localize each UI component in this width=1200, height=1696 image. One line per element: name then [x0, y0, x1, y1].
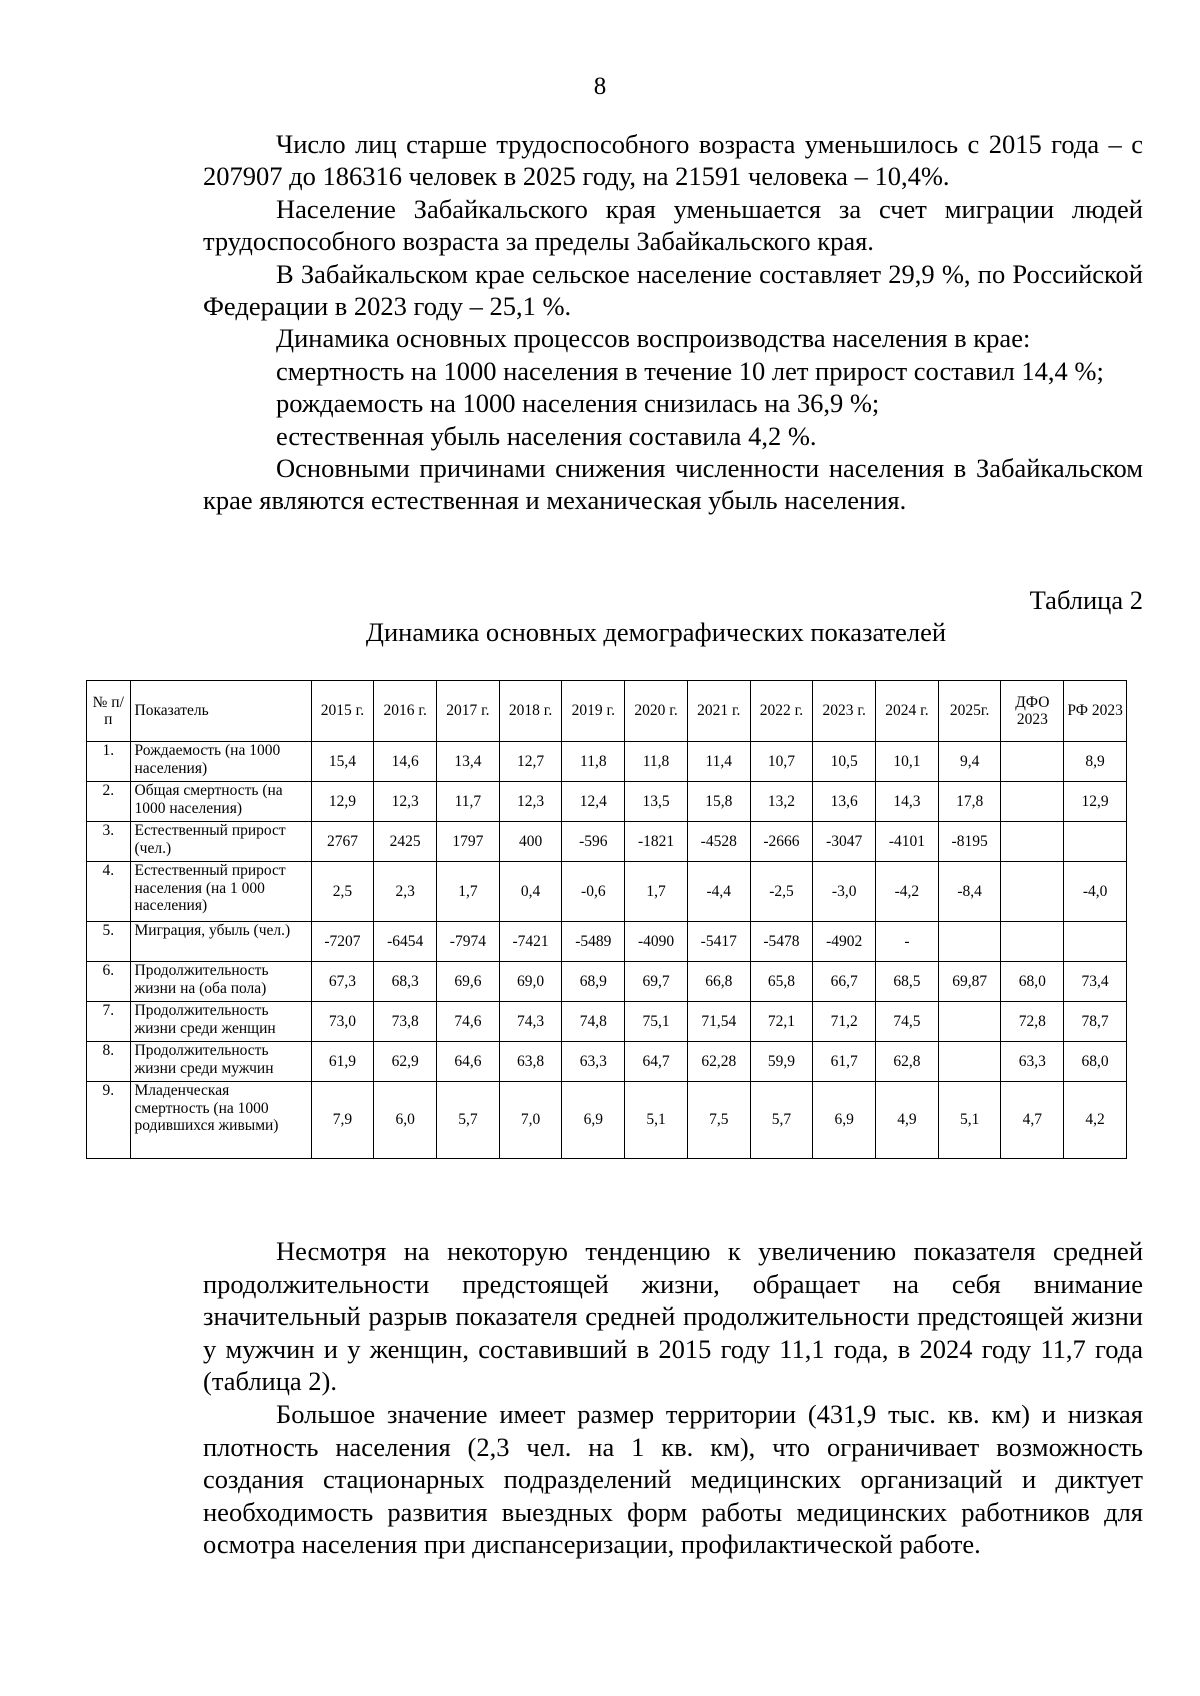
value-cell: 74,3 — [499, 1002, 562, 1042]
header-cell-rf: РФ 2023 — [1064, 681, 1127, 742]
value-cell: -7421 — [499, 922, 562, 962]
value-cell: -4,4 — [687, 862, 750, 922]
indicator-name-cell: Младенческая смертность (на 1000 родившихся живыми) — [130, 1082, 311, 1159]
value-cell: 63,3 — [562, 1042, 625, 1082]
header-cell-year: 2021 г. — [687, 681, 750, 742]
header-cell-dfo: ДФО 2023 — [1001, 681, 1064, 742]
value-cell: 63,3 — [1001, 1042, 1064, 1082]
value-cell: 68,9 — [562, 962, 625, 1002]
value-cell: 6,0 — [374, 1082, 437, 1159]
value-cell: 5,7 — [437, 1082, 500, 1159]
value-cell: 15,4 — [311, 742, 374, 782]
paragraph: естественная убыль населения составила 4,2 %. — [276, 420, 817, 451]
value-cell: -4090 — [625, 922, 688, 962]
value-cell: 73,0 — [311, 1002, 374, 1042]
table-row — [87, 862, 1127, 922]
value-cell: 17,8 — [938, 782, 1001, 822]
value-cell: -1821 — [625, 822, 688, 862]
value-cell: 14,6 — [374, 742, 437, 782]
value-cell: 15,8 — [687, 782, 750, 822]
value-cell: 13,2 — [750, 782, 813, 822]
value-cell: 2767 — [311, 822, 374, 862]
value-cell: 10,5 — [813, 742, 876, 782]
value-cell: -4101 — [876, 822, 939, 862]
table-row — [87, 742, 1127, 782]
table-row — [87, 1082, 1127, 1159]
paragraph: Население Забайкальского края уменьшается за счет миграции людей трудоспособного возраста за пределы Забайкальского края. — [203, 193, 1143, 257]
value-cell: 64,7 — [625, 1042, 688, 1082]
value-cell: 12,4 — [562, 782, 625, 822]
indicator-name-cell: Рождаемость (на 1000 населения) — [130, 742, 311, 782]
row-number-cell: 8. — [87, 1042, 131, 1082]
value-cell: 11,4 — [687, 742, 750, 782]
header-cell-year: 2016 г. — [374, 681, 437, 742]
value-cell: 6,9 — [813, 1082, 876, 1159]
paragraph: В Забайкальском крае сельское население составляет 29,9 %, по Российской Федерации в 2023 году – 25,1 %. — [203, 258, 1143, 322]
row-number-cell: 7. — [87, 1002, 131, 1042]
row-number-cell: 2. — [87, 782, 131, 822]
row-number-cell: 4. — [87, 862, 131, 922]
value-cell: 12,9 — [1064, 782, 1127, 822]
table-row — [87, 822, 1127, 862]
value-cell: 13,5 — [625, 782, 688, 822]
header-cell-num: № п/п — [87, 681, 131, 742]
value-cell: 11,7 — [437, 782, 500, 822]
value-cell: -8,4 — [938, 862, 1001, 922]
header-cell-indicator: Показатель — [130, 681, 311, 742]
paragraph: Большое значение имеет размер территории (431,9 тыс. кв. км) и низкая плотность населения (2,3 чел. на 1 кв. км), что ограничивает возможность создания стационарных подразделений медицинских организаций и диктует необходимость развития выездных форм работы медицинских работников для осмотра населения при диспансеризации, профилактической работе. — [203, 1398, 1143, 1560]
value-cell: 66,8 — [687, 962, 750, 1002]
value-cell: 12,3 — [374, 782, 437, 822]
value-cell: 69,7 — [625, 962, 688, 1002]
table-header-row — [87, 681, 1127, 742]
value-cell: 73,4 — [1064, 962, 1127, 1002]
value-cell: 2,3 — [374, 862, 437, 922]
value-cell: -6454 — [374, 922, 437, 962]
value-cell: 8,9 — [1064, 742, 1127, 782]
value-cell: 12,3 — [499, 782, 562, 822]
value-cell: -596 — [562, 822, 625, 862]
table-title: Динамика основных демографических показателей — [365, 617, 947, 647]
value-cell: 69,87 — [938, 962, 1001, 1002]
value-cell — [938, 1002, 1001, 1042]
value-cell: 0,4 — [499, 862, 562, 922]
value-cell: 4,2 — [1064, 1082, 1127, 1159]
header-cell-year: 2025г. — [938, 681, 1001, 742]
value-cell: -2,5 — [750, 862, 813, 922]
outro-text — [203, 1235, 1143, 1561]
value-cell: 400 — [499, 822, 562, 862]
value-cell: 65,8 — [750, 962, 813, 1002]
value-cell: 5,1 — [625, 1082, 688, 1159]
value-cell: 1797 — [437, 822, 500, 862]
table-row — [87, 1002, 1127, 1042]
value-cell — [1001, 742, 1064, 782]
value-cell: 4,9 — [876, 1082, 939, 1159]
row-number-cell: 5. — [87, 922, 131, 962]
page-number: 8 — [593, 73, 607, 100]
paragraph: смертность на 1000 населения в течение 10 лет прирост составил 14,4 %; — [276, 355, 1104, 386]
row-number-cell: 9. — [87, 1082, 131, 1159]
indicator-name-cell: Естественный прирост (чел.) — [130, 822, 311, 862]
indicator-name-cell: Продолжительность жизни среди женщин — [130, 1002, 311, 1042]
header-cell-year: 2019 г. — [562, 681, 625, 742]
value-cell: 2,5 — [311, 862, 374, 922]
value-cell: 62,8 — [876, 1042, 939, 1082]
header-cell-year: 2022 г. — [750, 681, 813, 742]
value-cell: 63,8 — [499, 1042, 562, 1082]
value-cell: 71,54 — [687, 1002, 750, 1042]
value-cell: 11,8 — [625, 742, 688, 782]
value-cell: 62,9 — [374, 1042, 437, 1082]
value-cell: -3,0 — [813, 862, 876, 922]
paragraph: Динамика основных процессов воспроизводства населения в крае: — [276, 323, 1031, 354]
value-cell: 4,7 — [1001, 1082, 1064, 1159]
value-cell: 6,9 — [562, 1082, 625, 1159]
value-cell: 1,7 — [437, 862, 500, 922]
value-cell: -5478 — [750, 922, 813, 962]
value-cell — [1001, 822, 1064, 862]
value-cell: 5,1 — [938, 1082, 1001, 1159]
value-cell — [1064, 822, 1127, 862]
table-number-label: Таблица 2 — [1029, 585, 1143, 615]
value-cell: -4902 — [813, 922, 876, 962]
value-cell: -8195 — [938, 822, 1001, 862]
value-cell: 61,7 — [813, 1042, 876, 1082]
value-cell: 7,5 — [687, 1082, 750, 1159]
value-cell: 61,9 — [311, 1042, 374, 1082]
value-cell — [1001, 922, 1064, 962]
value-cell: 67,3 — [311, 962, 374, 1002]
value-cell: 71,2 — [813, 1002, 876, 1042]
table-row — [87, 962, 1127, 1002]
value-cell: 66,7 — [813, 962, 876, 1002]
value-cell: -7974 — [437, 922, 500, 962]
value-cell: 69,6 — [437, 962, 500, 1002]
value-cell: 5,7 — [750, 1082, 813, 1159]
value-cell: 7,9 — [311, 1082, 374, 1159]
value-cell: 72,8 — [1001, 1002, 1064, 1042]
value-cell: 12,9 — [311, 782, 374, 822]
value-cell: 13,4 — [437, 742, 500, 782]
value-cell: 13,6 — [813, 782, 876, 822]
indicator-name-cell: Продолжительность жизни среди мужчин — [130, 1042, 311, 1082]
indicator-name-cell: Миграция, убыль (чел.) — [130, 922, 311, 962]
value-cell: -4,2 — [876, 862, 939, 922]
value-cell — [1001, 782, 1064, 822]
value-cell: 12,7 — [499, 742, 562, 782]
value-cell: 14,3 — [876, 782, 939, 822]
paragraph: Несмотря на некоторую тенденцию к увеличению показателя средней продолжительности предстоящей жизни, обращает на себя внимание значительный разрыв показателя средней продолжительности предстоящей жизни у мужчин и у женщин, составивший в 2015 году 11,1 года, в 2024 году 11,7 года (таблица 2). — [203, 1236, 1143, 1397]
value-cell: -5489 — [562, 922, 625, 962]
value-cell: 68,3 — [374, 962, 437, 1002]
value-cell: 2425 — [374, 822, 437, 862]
value-cell: - — [876, 922, 939, 962]
value-cell — [938, 1042, 1001, 1082]
value-cell: 74,8 — [562, 1002, 625, 1042]
value-cell: 73,8 — [374, 1002, 437, 1042]
value-cell: 68,5 — [876, 962, 939, 1002]
paragraph: Основными причинами снижения численности населения в Забайкальском крае являются естественная и механическая убыль населения. — [203, 453, 1143, 516]
value-cell: -4528 — [687, 822, 750, 862]
header-cell-year: 2018 г. — [499, 681, 562, 742]
paragraph: рождаемость на 1000 населения снизилась на 36,9 %; — [276, 388, 880, 419]
row-number-cell: 1. — [87, 742, 131, 782]
value-cell: 78,7 — [1064, 1002, 1127, 1042]
row-number-cell: 6. — [87, 962, 131, 1002]
header-cell-year: 2024 г. — [876, 681, 939, 742]
header-cell-year: 2015 г. — [311, 681, 374, 742]
indicator-name-cell: Общая смертность (на 1000 населения) — [130, 782, 311, 822]
header-cell-year: 2020 г. — [625, 681, 688, 742]
value-cell: 62,28 — [687, 1042, 750, 1082]
value-cell: -4,0 — [1064, 862, 1127, 922]
value-cell: 10,7 — [750, 742, 813, 782]
value-cell: 11,8 — [562, 742, 625, 782]
value-cell: 68,0 — [1064, 1042, 1127, 1082]
value-cell: 64,6 — [437, 1042, 500, 1082]
intro-text — [203, 128, 1143, 517]
value-cell: 75,1 — [625, 1002, 688, 1042]
value-cell: -2666 — [750, 822, 813, 862]
paragraph: Число лиц старше трудоспособного возраста уменьшилось с 2015 года – с 207907 до 186316 человек в 2025 году, на 21591 человека – 10,4%. — [203, 129, 1143, 192]
value-cell: 72,1 — [750, 1002, 813, 1042]
value-cell: 74,6 — [437, 1002, 500, 1042]
value-cell: -0,6 — [562, 862, 625, 922]
header-cell-year: 2017 г. — [437, 681, 500, 742]
table-row — [87, 782, 1127, 822]
header-cell-year: 2023 г. — [813, 681, 876, 742]
value-cell: 74,5 — [876, 1002, 939, 1042]
value-cell: 68,0 — [1001, 962, 1064, 1002]
value-cell: -5417 — [687, 922, 750, 962]
value-cell: 7,0 — [499, 1082, 562, 1159]
value-cell: 59,9 — [750, 1042, 813, 1082]
value-cell: -7207 — [311, 922, 374, 962]
value-cell: 9,4 — [938, 742, 1001, 782]
indicator-name-cell: Естественный прирост населения (на 1 000 населения) — [130, 862, 311, 922]
value-cell: -3047 — [813, 822, 876, 862]
demographics-table — [86, 680, 1127, 1159]
indicator-name-cell: Продолжительность жизни на (оба пола) — [130, 962, 311, 1002]
value-cell: 69,0 — [499, 962, 562, 1002]
row-number-cell: 3. — [87, 822, 131, 862]
value-cell: 1,7 — [625, 862, 688, 922]
table-row — [87, 1042, 1127, 1082]
value-cell — [1064, 922, 1127, 962]
value-cell: 10,1 — [876, 742, 939, 782]
value-cell — [938, 922, 1001, 962]
value-cell — [1001, 862, 1064, 922]
table-row — [87, 922, 1127, 962]
